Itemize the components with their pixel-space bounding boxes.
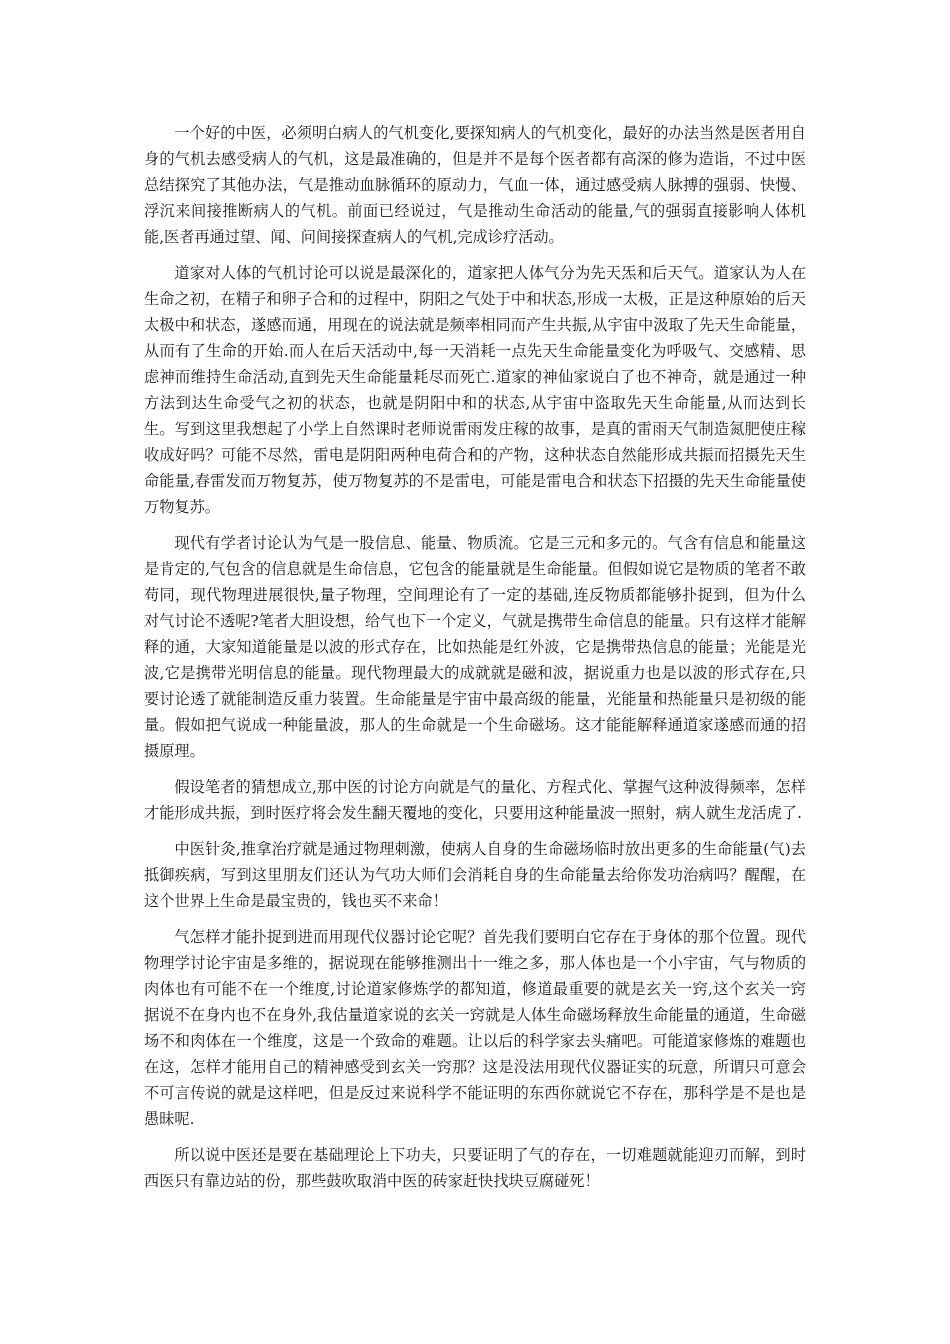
paragraph-5: 中医针灸,推拿治疗就是通过物理刺激，使病人自身的生命磁场临时放出更多的生命能量(气)去抵御疾病，写到这里朋友们还认为气功大师们会消耗自身的生命能量去给你发功治病吗？醒醒，在这个世界上生命是最宝贵的，钱也买不来命！ <box>144 840 806 910</box>
paragraph-4: 假设笔者的猜想成立,那中医的讨论方向就是气的量化、方程式化、掌握气这种波得频率，怎样才能形成共振，到时医疗将会发生翻天覆地的变化，只要用这种能量波一照射，病人就生龙活虎了. <box>144 778 806 822</box>
paragraph-7: 所以说中医还是要在基础理论上下功夫，只要证明了气的存在，一切难题就能迎刃而解，到时西医只有靠边站的份，那些鼓吹取消中医的砖家赶快找块豆腐碰死！ <box>144 1146 806 1190</box>
paragraph-6: 气怎样才能扑捉到进而用现代仪器讨论它呢？首先我们要明白它存在于身体的那个位置。现代物理学讨论宇宙是多维的，据说现在能够推测出十一维之多，那人体也是一个小宇宙，气与物质的肉体也有可能不在一个维度,讨论道家修炼学的都知道，修道最重要的就是玄关一窍,这个玄关一窍据说不在身内也不在身外,我估量道家说的玄关一窍就是人体生命磁场释放生命能量的通道，生命磁场不和肉体在一个维度，这是一个致命的难题。让以后的科学家去头痛吧。可能道家修炼的难题也在这，怎样才能用自己的精神感受到玄关一窍那？这是没法用现代仪器证实的玩意，所谓只可意会不可言传说的就是这样吧，但是反过来说科学不能证明的东西你就说它不存在，那科学是不是也是愚昧呢. <box>144 928 806 1128</box>
paragraph-1: 一个好的中医，必须明白病人的气机变化,要探知病人的气机变化，最好的办法当然是医者用自身的气机去感受病人的气机，这是最准确的，但是并不是每个医者都有高深的修为造诣，不过中医总结探究了其他办法，气是推动血脉循环的原动力，气血一体，通过感受病人脉搏的强弱、快慢、浮沉来间接推断病人的气机。前面已经说过，气是推动生命活动的能量,气的强弱直接影响人体机能,医者再通过望、闻、问间接探查病人的气机,完成诊疗活动。 <box>144 124 806 246</box>
document-body <box>144 120 806 1204</box>
paragraph-3: 现代有学者讨论认为气是一股信息、能量、物质流。它是三元和多元的。气含有信息和能量这是肯定的,气包含的信息就是生命信息，它包含的能量就是生命能量。但假如说它是物质的笔者不敢苟同，现代物理进展很快,量子物理，空间理论有了一定的基础,连反物质都能够扑捉到，但为什么对气讨论不透呢?笔者大胆设想，给气也下一个定义，气就是携带生命信息的能量。只有这样才能解释的通，大家知道能量是以波的形式存在，比如热能是红外波，它是携带热信息的能量；光能是光波,它是携带光明信息的能量。现代物理最大的成就就是磁和波，据说重力也是以波的形式存在,只要讨论透了就能制造反重力装置。生命能量是宇宙中最高级的能量，光能量和热能量只是初级的能量。假如把气说成一种能量波，那人的生命就是一个生命磁场。这才能能解释通道家遂感而通的招摄原理。 <box>144 534 806 760</box>
paragraph-2: 道家对人体的气机讨论可以说是最深化的，道家把人体气分为先天炁和后天气。道家认为人在生命之初，在精子和卵子合和的过程中，阴阳之气处于中和状态,形成一太极，正是这种原始的后天太极中和状态，遂感而通，用现在的说法就是频率相同而产生共振,从宇宙中汲取了先天生命能量，从而有了生命的开始.而人在后天活动中,每一天消耗一点先天生命能量变化为呼吸气、交感精、思虑神而维持生命活动,直到先天生命能量耗尽而死亡.道家的神仙家说白了也不神奇，就是通过一种方法到达生命受气之初的状态，也就是阴阳中和的状态,从宇宙中盗取先天生命能量,从而达到长生。写到这里我想起了小学上自然课时老师说雷雨发庄稼的故事，是真的雷雨天气制造氮肥使庄稼收成好吗？可能不尽然，雷电是阴阳两种电荷合和的产物，这种状态自然能形成共振而招摄先天生命能量,春雷发而万物复苏，使万物复苏的不是雷电，可能是雷电合和状态下招摄的先天生命能量使万物复苏。 <box>144 264 806 516</box>
